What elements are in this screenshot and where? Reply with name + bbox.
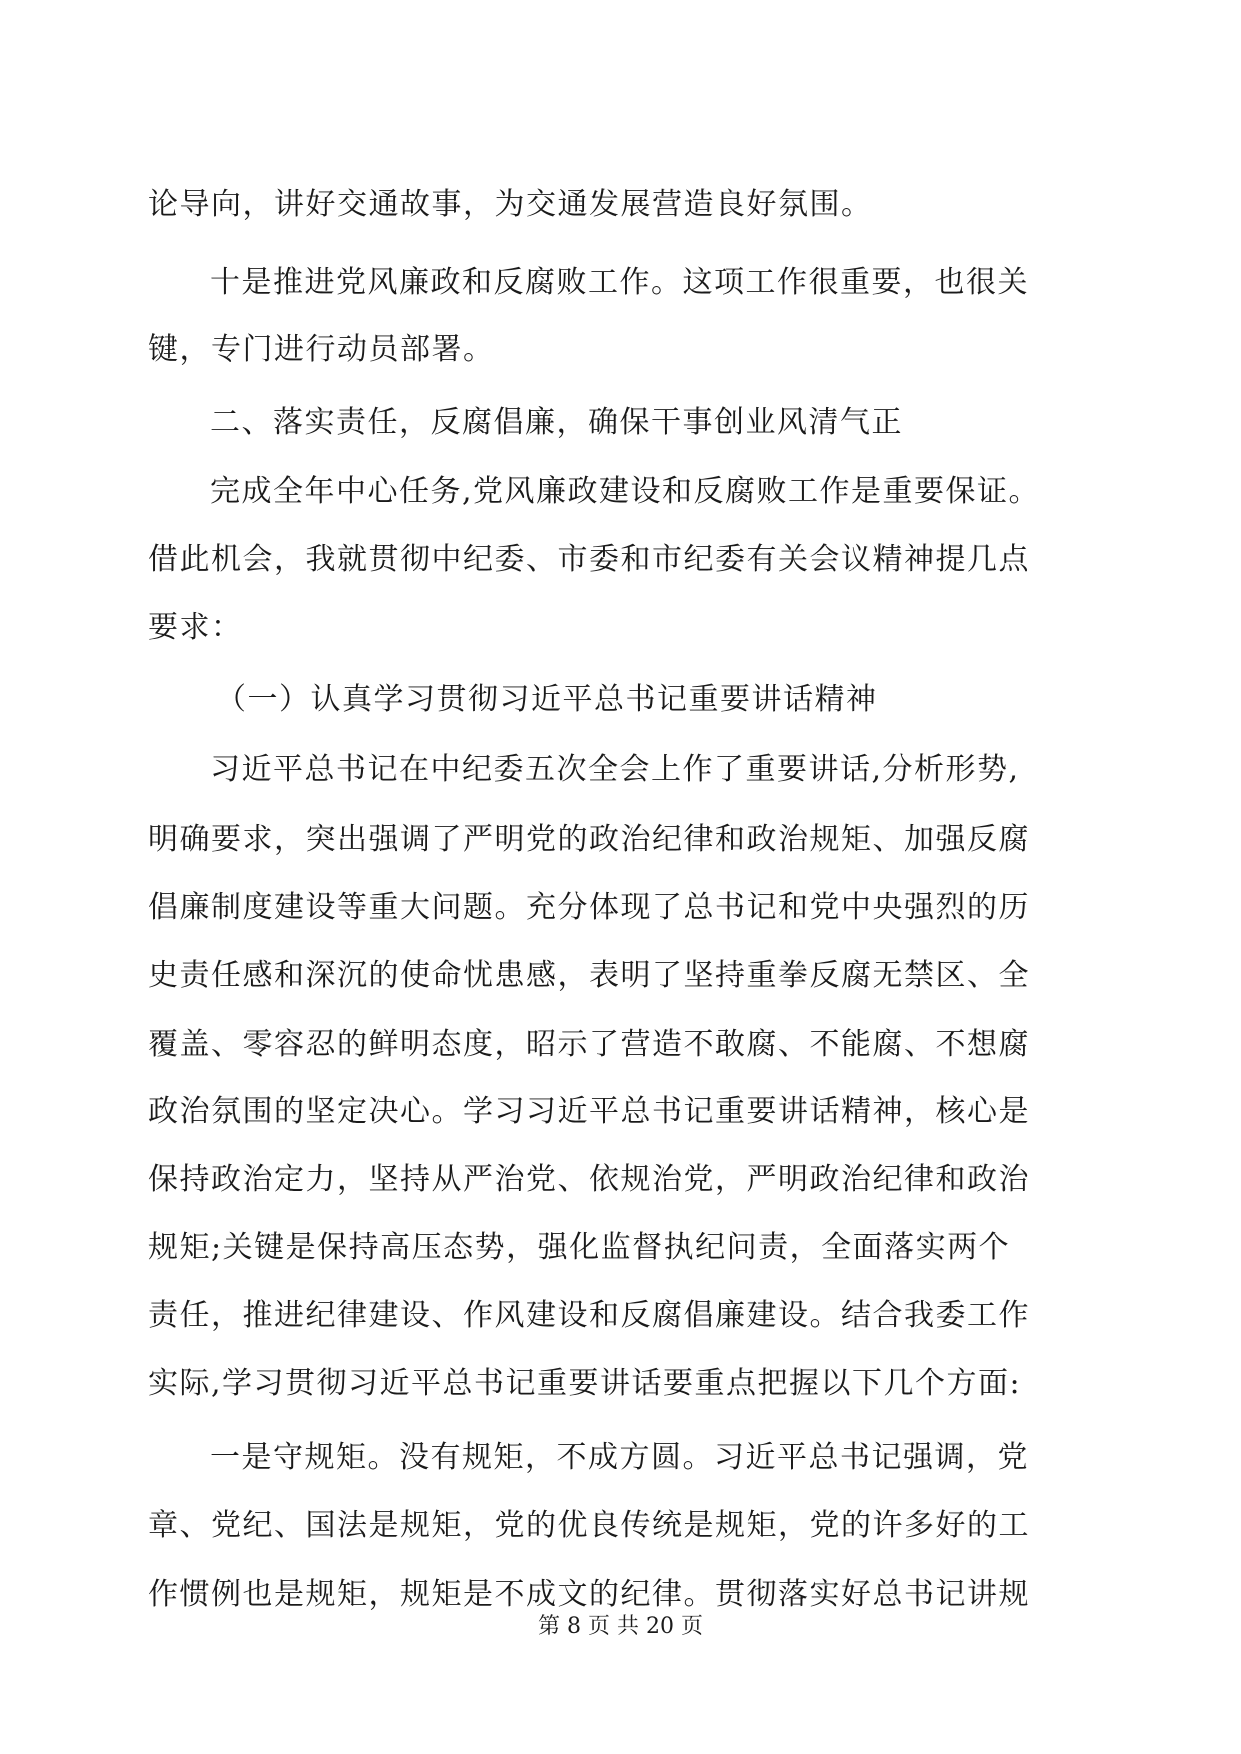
text-line-9: 习近平总书记在中纪委五次全会上作了重要讲话,分析形势, xyxy=(210,752,1020,787)
text-line-15: 保持政治定力，坚持从严治党、依规治党，严明政治纪律和政治 xyxy=(148,1162,1030,1197)
text-line-11: 倡廉制度建设等重大问题。充分体现了总书记和党中央强烈的历 xyxy=(148,890,1030,925)
text-line-7: 要求： xyxy=(148,610,243,645)
text-line-2: 十是推进党风廉政和反腐败工作。这项工作很重要，也很关 xyxy=(210,265,1029,300)
text-line-19: 一是守规矩。没有规矩，不成方圆。习近平总书记强调，党 xyxy=(210,1440,1029,1475)
text-line-12: 史责任感和深沉的使命忧患感，表明了坚持重拳反腐无禁区、全 xyxy=(148,958,1030,993)
text-line-14: 政治氛围的坚定决心。学习习近平总书记重要讲话精神，核心是 xyxy=(148,1094,1030,1129)
subsection-heading: （一）认真学习贯彻习近平总书记重要讲话精神 xyxy=(216,682,878,717)
text-line-13: 覆盖、零容忍的鲜明态度，昭示了营造不敢腐、不能腐、不想腐 xyxy=(148,1027,1030,1062)
text-line-10: 明确要求，突出强调了严明党的政治纪律和政治规矩、加强反腐 xyxy=(148,822,1030,857)
text-line-5: 完成全年中心任务,党风廉政建设和反腐败工作是重要保证。 xyxy=(210,474,1041,509)
text-line-6: 借此机会，我就贯彻中纪委、市委和市纪委有关会议精神提几点 xyxy=(148,542,1030,577)
text-line-21: 作惯例也是规矩，规矩是不成文的纪律。贯彻落实好总书记讲规 xyxy=(148,1577,1030,1612)
text-line-18: 实际,学习贯彻习近平总书记重要讲话要重点把握以下几个方面: xyxy=(148,1366,1022,1401)
section-heading: 二、落实责任，反腐倡廉，确保干事创业风清气正 xyxy=(210,405,903,440)
page-number-footer: 第 8 页 共 20 页 xyxy=(538,1614,703,1639)
text-line-16: 规矩;关键是保持高压态势，强化监督执纪问责，全面落实两个 xyxy=(148,1230,1011,1265)
text-line-17: 责任，推进纪律建设、作风建设和反腐倡廉建设。结合我委工作 xyxy=(148,1298,1030,1333)
text-line-20: 章、党纪、国法是规矩，党的优良传统是规矩，党的许多好的工 xyxy=(148,1508,1030,1543)
text-line-1: 论导向，讲好交通故事，为交通发展营造良好氛围。 xyxy=(148,187,873,222)
text-line-3: 键，专门进行动员部署。 xyxy=(148,332,495,367)
